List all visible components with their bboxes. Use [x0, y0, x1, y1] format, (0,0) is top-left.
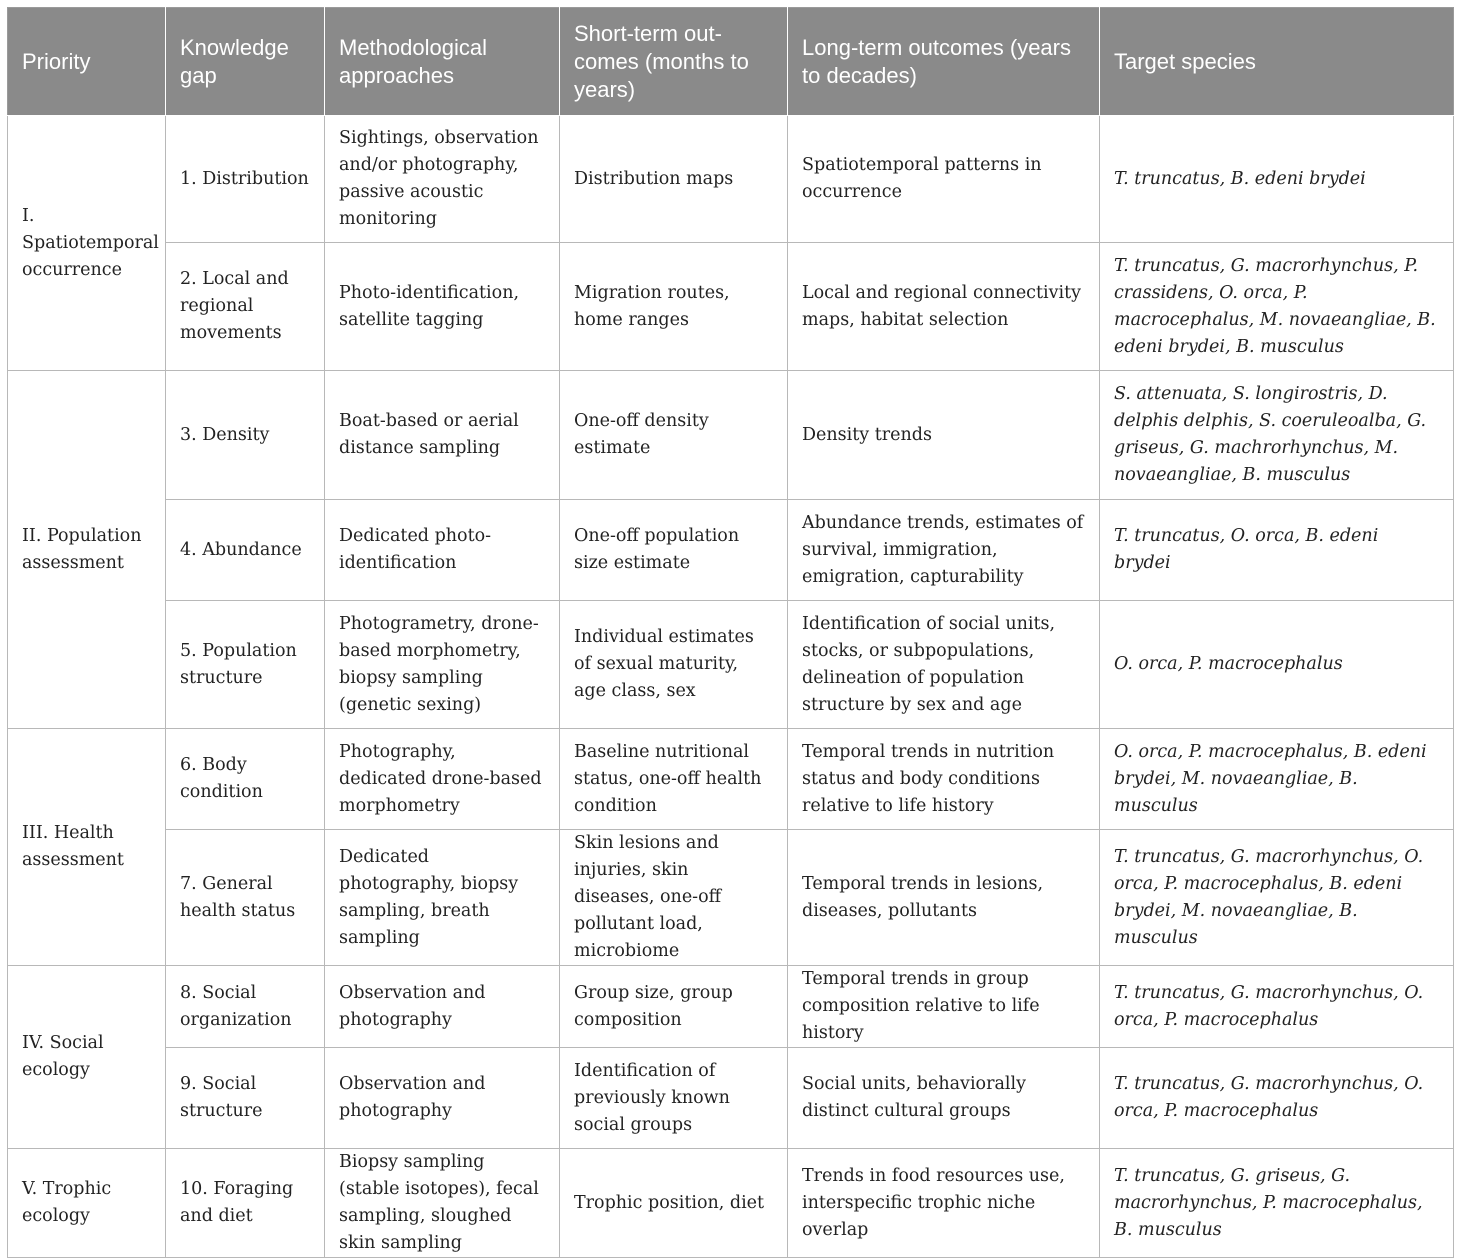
header-row: [8, 8, 1454, 116]
long-term-cell: Trends in food resources use, interspecific trophic niche overlap: [788, 1149, 1100, 1258]
species-cell: T. truncatus, G. griseus, G. macrorhynchus, P. macrocephalus, B. musculus: [1100, 1149, 1454, 1258]
short-term-cell: Migration routes, home ranges: [560, 243, 788, 371]
table-row: [8, 601, 1454, 729]
species-cell: O. orca, P. macrocephalus: [1100, 601, 1454, 729]
table-row: [8, 966, 1454, 1048]
header-methods: Methodological approaches: [325, 8, 560, 116]
methods-cell: Observation and photography: [325, 966, 560, 1048]
species-cell: T. truncatus, G. macrorhynchus, O. orca, P. macrocephalus: [1100, 1048, 1454, 1149]
table-row: [8, 1048, 1454, 1149]
short-term-cell: Baseline nutritional status, one-off health condition: [560, 729, 788, 830]
priority-cell: III. Health assessment: [8, 729, 166, 966]
priority-cell: I. Spatiotemporal occurrence: [8, 116, 166, 371]
header-short-term: Short-term out-comes (months to years): [560, 8, 788, 116]
gap-cell: 5. Population structure: [166, 601, 325, 729]
gap-cell: 2. Local and regional movements: [166, 243, 325, 371]
gap-cell: 10. Foraging and diet: [166, 1149, 325, 1258]
short-term-cell: Identification of previously known social groups: [560, 1048, 788, 1149]
long-term-cell: Abundance trends, estimates of survival, immigration, emigration, capturability: [788, 500, 1100, 601]
gap-cell: 8. Social organization: [166, 966, 325, 1048]
species-cell: T. truncatus, G. macrorhynchus, O. orca, P. macrocephalus, B. edeni brydei, M. novaeangliae, B. musculus: [1100, 830, 1454, 966]
research-priorities-table: [7, 7, 1454, 1258]
species-cell: T. truncatus, O. orca, B. edeni brydei: [1100, 500, 1454, 601]
gap-cell: 3. Density: [166, 371, 325, 500]
long-term-cell: Social units, behaviorally distinct cultural groups: [788, 1048, 1100, 1149]
long-term-cell: Density trends: [788, 371, 1100, 500]
short-term-cell: One-off population size estimate: [560, 500, 788, 601]
gap-cell: 9. Social structure: [166, 1048, 325, 1149]
header-long-term: Long-term outcomes (years to decades): [788, 8, 1100, 116]
table-row: [8, 729, 1454, 830]
species-cell: T. truncatus, B. edeni brydei: [1100, 116, 1454, 243]
long-term-cell: Temporal trends in group composition relative to life history: [788, 966, 1100, 1048]
methods-cell: Observation and photography: [325, 1048, 560, 1149]
priority-cell: V. Trophic ecology: [8, 1149, 166, 1258]
short-term-cell: One-off density estimate: [560, 371, 788, 500]
table-row: [8, 116, 1454, 243]
table-row: [8, 830, 1454, 966]
header-target-species: Target species: [1100, 8, 1454, 116]
methods-cell: Sightings, observation and/or photography, passive acoustic monitoring: [325, 116, 560, 243]
methods-cell: Dedicated photo-identification: [325, 500, 560, 601]
methods-cell: Biopsy sampling (stable isotopes), fecal sampling, sloughed skin sampling: [325, 1149, 560, 1258]
methods-cell: Dedicated photography, biopsy sampling, breath sampling: [325, 830, 560, 966]
long-term-cell: Local and regional connectivity maps, habitat selection: [788, 243, 1100, 371]
table-row: [8, 1149, 1454, 1258]
long-term-cell: Temporal trends in lesions, diseases, pollutants: [788, 830, 1100, 966]
gap-cell: 4. Abundance: [166, 500, 325, 601]
long-term-cell: Spatiotemporal patterns in occurrence: [788, 116, 1100, 243]
header-knowledge-gap: Knowledge gap: [166, 8, 325, 116]
priority-cell: IV. Social ecology: [8, 966, 166, 1149]
priority-cell: II. Population assessment: [8, 371, 166, 729]
table-row: [8, 243, 1454, 371]
short-term-cell: Individual estimates of sexual maturity, age class, sex: [560, 601, 788, 729]
gap-cell: 6. Body condition: [166, 729, 325, 830]
species-cell: T. truncatus, G. macrorhynchus, P. crassidens, O. orca, P. macrocephalus, M. novaeangliae, B. edeni brydei, B. musculus: [1100, 243, 1454, 371]
table-row: [8, 500, 1454, 601]
short-term-cell: Group size, group composition: [560, 966, 788, 1048]
header-priority: Priority: [8, 8, 166, 116]
short-term-cell: Skin lesions and injuries, skin diseases, one-off pollutant load, microbiome: [560, 830, 788, 966]
long-term-cell: Identification of social units, stocks, or subpopulations, delineation of population structure by sex and age: [788, 601, 1100, 729]
short-term-cell: Trophic position, diet: [560, 1149, 788, 1258]
species-cell: S. attenuata, S. longirostris, D. delphis delphis, S. coeruleoalba, G. griseus, G. machrorhynchus, M. novaeangliae, B. musculus: [1100, 371, 1454, 500]
long-term-cell: Temporal trends in nutrition status and body conditions relative to life history: [788, 729, 1100, 830]
species-cell: O. orca, P. macrocephalus, B. edeni brydei, M. novaeangliae, B. musculus: [1100, 729, 1454, 830]
gap-cell: 7. General health status: [166, 830, 325, 966]
methods-cell: Photogrametry, drone-based morphometry, biopsy sampling (genetic sexing): [325, 601, 560, 729]
table-row: [8, 371, 1454, 500]
species-cell: T. truncatus, G. macrorhynchus, O. orca, P. macrocephalus: [1100, 966, 1454, 1048]
short-term-cell: Distribution maps: [560, 116, 788, 243]
methods-cell: Boat-based or aerial distance sampling: [325, 371, 560, 500]
gap-cell: 1. Distribution: [166, 116, 325, 243]
methods-cell: Photo-identification, satellite tagging: [325, 243, 560, 371]
methods-cell: Photography, dedicated drone-based morphometry: [325, 729, 560, 830]
